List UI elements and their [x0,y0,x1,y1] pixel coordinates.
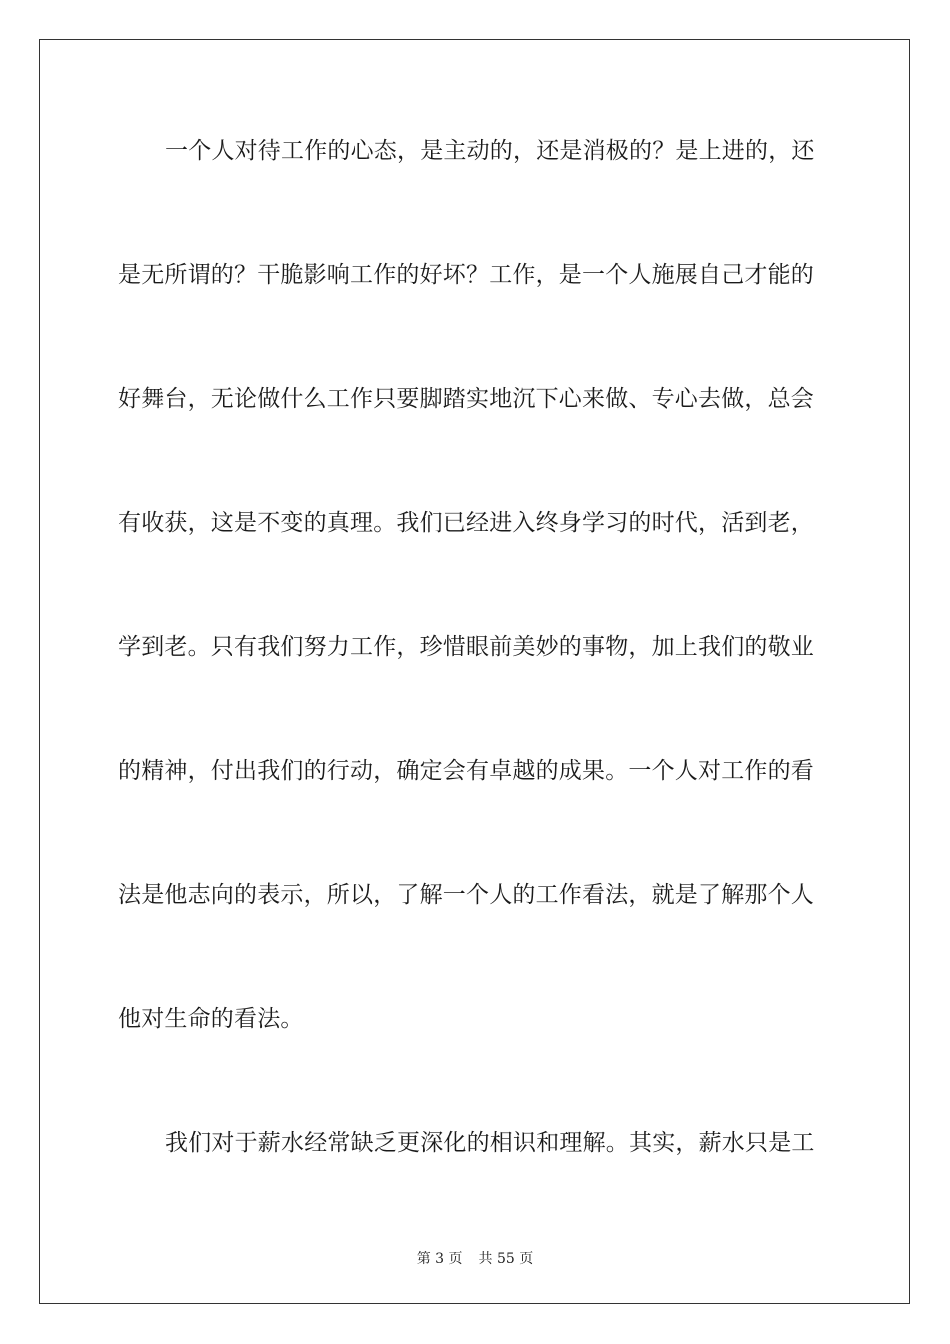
paragraph-1-line-7: 法是他志向的表示，所以，了解一个人的工作看法，就是了解那个人 [118,882,814,908]
paragraph-1-line-5: 学到老。只有我们努力工作，珍惜眼前美妙的事物，加上我们的敬业 [118,634,814,660]
paragraph-1-line-4: 有收获，这是不变的真理。我们已经进入终身学习的时代，活到老， [118,510,814,536]
paragraph-1-line-2: 是无所谓的？干脆影响工作的好坏？工作，是一个人施展自己才能的 [118,262,814,288]
paragraph-1-line-8: 他对生命的看法。 [118,1006,304,1032]
paragraph-1-line-1: 一个人对待工作的心态，是主动的，还是消极的？是上进的，还 [165,138,815,164]
paragraph-1-line-3: 好舞台，无论做什么工作只要脚踏实地沉下心来做、专心去做，总会 [118,386,814,412]
page-total: 共 55 页 [478,1251,534,1267]
page-border [39,39,910,1304]
paragraph-1-line-6: 的精神，付出我们的行动，确定会有卓越的成果。一个人对工作的看 [118,758,814,784]
page-footer [0,1248,950,1268]
paragraph-2-line-1: 我们对于薪水经常缺乏更深化的相识和理解。其实，薪水只是工 [165,1130,815,1156]
page-number: 第 3 页 [416,1251,463,1267]
